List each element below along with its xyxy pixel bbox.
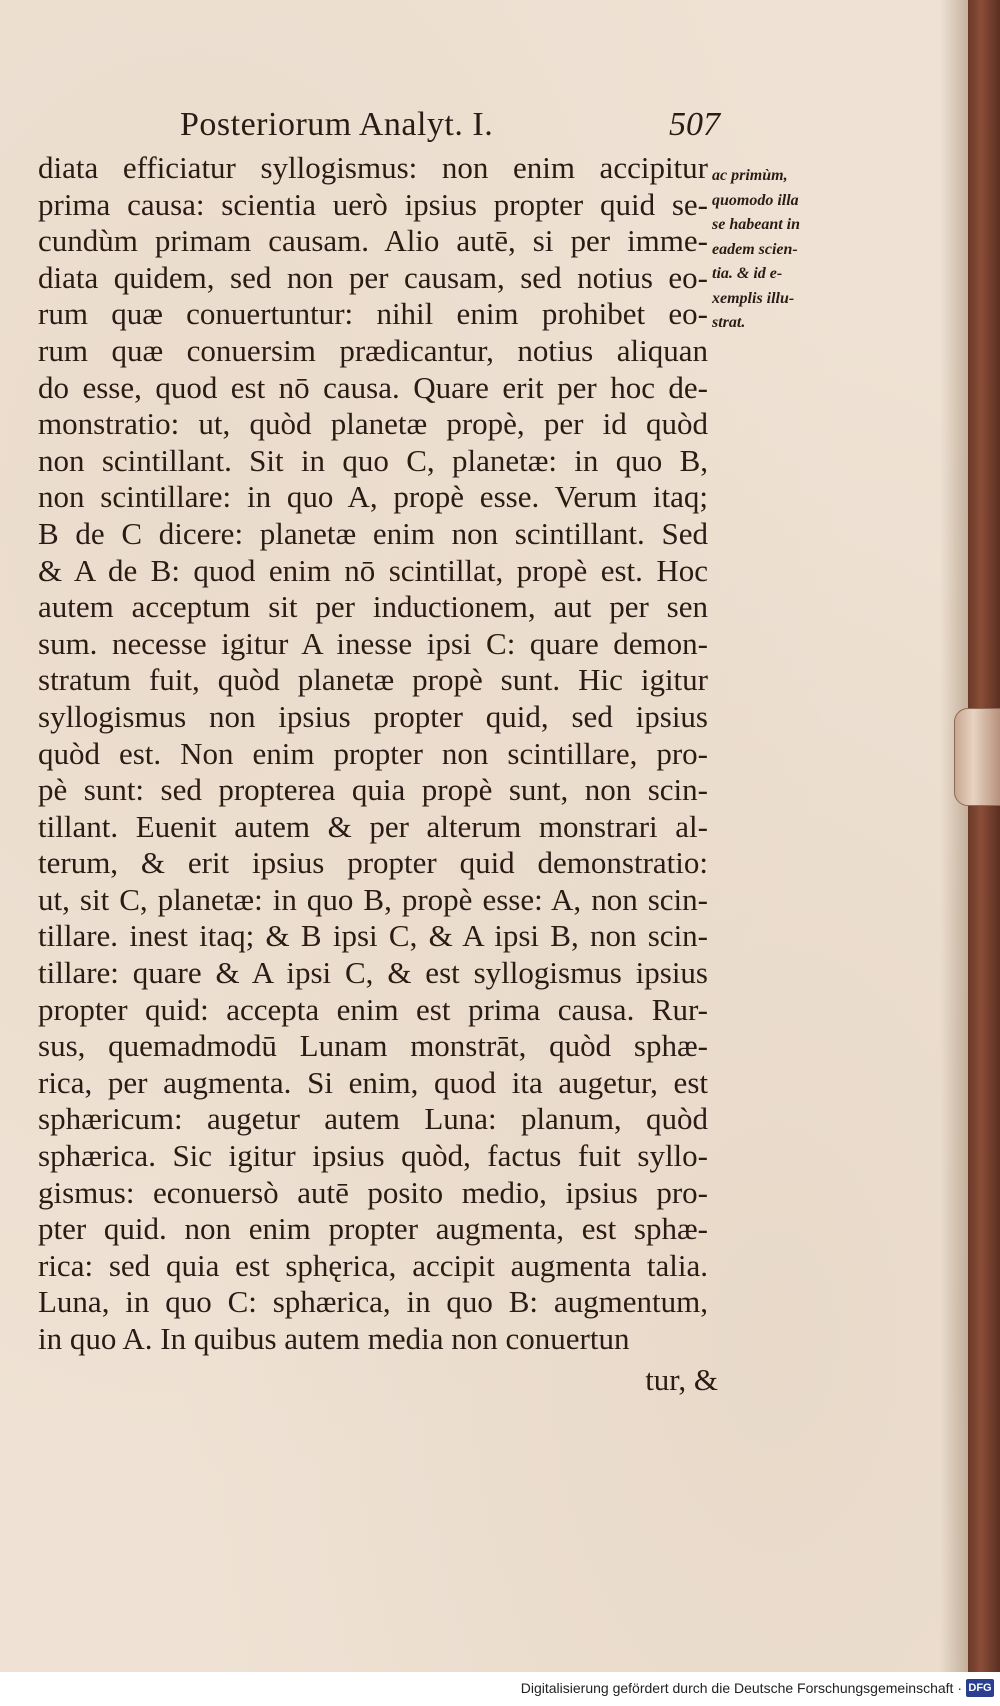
text-line: monstratio: ut, quòd planetæ propè, per id quòd bbox=[38, 406, 708, 442]
body-text bbox=[38, 150, 708, 1358]
running-title: Posteriorum Analyt. I. bbox=[180, 106, 494, 143]
text-line: tillant. Euenit autem & per alterum monstrari al- bbox=[38, 808, 708, 844]
text-line: prima causa: scientia uerò ipsius propter quid se- bbox=[38, 186, 708, 222]
text-line: sum. necesse igitur A inesse ipsi C: quare demon- bbox=[38, 625, 708, 661]
text-line: do esse, quod est nō causa. Quare erit per hoc de- bbox=[38, 369, 708, 405]
text-line: Luna, in quo C: sphærica, in quo B: augmentum, bbox=[38, 1284, 708, 1320]
text-line: non scintillare: in quo A, propè esse. Verum itaq; bbox=[38, 479, 708, 515]
book-fore-edge bbox=[968, 0, 1000, 1672]
text-line: autem acceptum sit per inductionem, aut per sen bbox=[38, 589, 708, 625]
digitization-footer bbox=[0, 1672, 1000, 1706]
catchword: tur, & bbox=[645, 1362, 718, 1397]
marginal-note-line: eadem scien- bbox=[712, 240, 798, 258]
marginal-note-line: strat. bbox=[712, 314, 746, 331]
marginal-note-line: xemplis illu- bbox=[712, 289, 795, 307]
text-line: terum, & erit ipsius propter quid demonstratio: bbox=[38, 845, 708, 881]
text-line: pter quid. non enim propter augmenta, est sphæ- bbox=[38, 1211, 708, 1247]
page-gutter-shadow bbox=[940, 0, 968, 1672]
text-line: pè sunt: sed propterea quia propè sunt, non scin- bbox=[38, 772, 708, 808]
text-line: non scintillant. Sit in quo C, planetæ: in quo B, bbox=[38, 442, 708, 478]
text-line: gismus: econuersò autē posito medio, ipsius pro- bbox=[38, 1174, 708, 1210]
text-line: tillare: quare & A ipsi C, & est syllogismus ipsius bbox=[38, 955, 708, 991]
marginal-note-line: quomodo illa bbox=[712, 191, 799, 209]
text-line: rica, per augmenta. Si enim, quod ita augetur, est bbox=[38, 1064, 708, 1100]
text-line: rum quæ conuertuntur: nihil enim prohibet eo- bbox=[38, 296, 708, 332]
text-line: syllogismus non ipsius propter quid, sed ipsius bbox=[38, 698, 708, 734]
text-line: sphærica. Sic igitur ipsius quòd, factus fuit syllo- bbox=[38, 1138, 708, 1174]
text-line: diata efficiatur syllogismus: non enim accipitur bbox=[38, 150, 708, 185]
page-number: 507 bbox=[669, 106, 720, 143]
text-line: quòd est. Non enim propter non scintillare, pro- bbox=[38, 735, 708, 771]
marginal-note bbox=[712, 164, 862, 336]
book-clasp bbox=[954, 708, 1000, 806]
text-line: rum quæ conuersim prædicantur, notius aliquan bbox=[38, 332, 708, 368]
text-line: in quo A. In quibus autem media non conuertun bbox=[38, 1321, 630, 1356]
footer-credit: Digitalisierung gefördert durch die Deutsche Forschungsgemeinschaft · bbox=[520, 1680, 962, 1696]
text-line: rica: sed quia est sphęrica, accipit augmenta talia. bbox=[38, 1247, 708, 1283]
marginal-note-line: ac primùm, bbox=[712, 167, 788, 184]
text-line: diata quidem, sed non per causam, sed notius eo- bbox=[38, 259, 708, 295]
text-line: ut, sit C, planetæ: in quo B, propè esse: A, non scin- bbox=[38, 881, 708, 917]
text-line: B de C dicere: planetæ enim non scintillant. Sed bbox=[38, 515, 708, 551]
text-line: stratum fuit, quòd planetæ propè sunt. Hic igitur bbox=[38, 662, 708, 698]
marginal-note-line: se habeant in bbox=[712, 216, 801, 233]
text-line: propter quid: accepta enim est prima causa. Rur- bbox=[38, 991, 708, 1027]
marginal-note-line: tia. & id e- bbox=[712, 265, 783, 282]
text-line: sphæricum: augetur autem Luna: planum, quòd bbox=[38, 1101, 708, 1137]
text-line: sus, quemadmodū Lunam monstrāt, quòd sphæ- bbox=[38, 1028, 708, 1064]
running-header bbox=[180, 106, 720, 154]
dfg-logo-icon: DFG bbox=[966, 1679, 994, 1697]
text-line: tillare. inest itaq; & B ipsi C, & A ipsi B, non scin- bbox=[38, 918, 708, 954]
text-line: cundùm primam causam. Alio autē, si per imme- bbox=[38, 223, 708, 259]
text-line: & A de B: quod enim nō scintillat, propè est. Hoc bbox=[38, 552, 708, 588]
